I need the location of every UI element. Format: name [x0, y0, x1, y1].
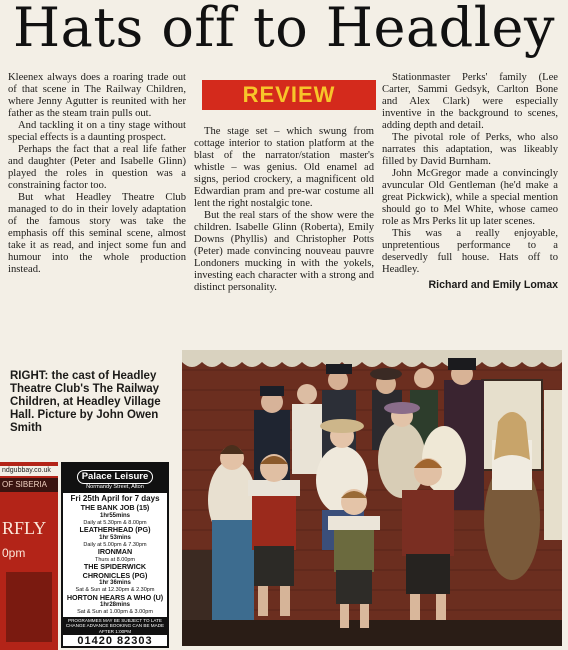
photo-caption: RIGHT: the cast of Headley Theatre Club's The Railway Children, at Headley Village Hall. Picture by John Owen Smith	[10, 370, 161, 434]
film-title: HORTON HEARS A WHO (U)	[66, 592, 164, 602]
cast-photo	[182, 350, 562, 646]
ad-url: ndgubbay.co.uk	[0, 466, 58, 476]
paragraph: Perhaps the fact that a real life father and daughter (Peter and Isabelle Glinn) played the roles in question was a constraining factor too.	[8, 144, 186, 191]
paragraph: Stationmaster Perks' family (Lee Carter, Sammi Gedsyk, Carlton Bone and Alex Clark) were especially inventive in the background to scenes, adding depth and detail.	[382, 72, 558, 131]
film-times: Daily at 5.00pm & 7.30pm	[83, 541, 147, 548]
cinema-address: Normandy Street, Alton	[86, 484, 144, 490]
paragraph: This was a really enjoyable, unpretentious performance to a deservedly full house. Hats off to Headley.	[382, 228, 558, 275]
ad-line-3: 0pm	[2, 546, 26, 560]
cinema-name: Palace Leisure	[77, 470, 154, 484]
film-title: THE BANK JOB (15)	[80, 503, 150, 512]
cinema-dates: Fri 25th April for 7 days	[70, 494, 160, 503]
paragraph: And tackling it on a tiny stage without special effects is a daunting prospect.	[8, 120, 186, 143]
review-banner: REVIEW	[202, 80, 376, 110]
theatre-ad-fragment	[0, 462, 58, 650]
paragraph: But the real stars of the show were the children. Isabelle Glinn (Roberta), Emily Downs (Phyllis) and Christopher Potts (Peter) made convincing nouveau pauvre Londoners mucking in with the yokels, investing each character with a strong and distinct personality.	[194, 210, 374, 293]
film-title: THE SPIDERWICK CHRONICLES (PG)	[82, 562, 148, 580]
ad-line-1: OF SIBERIA	[2, 480, 47, 489]
cinema-header	[63, 464, 167, 493]
ad-line-2: RFLY	[2, 518, 47, 538]
paragraph: Kleenex always does a roaring trade out of that scene in The Railway Children, where Jenny Agutter is reunited with her father as the steam train pulls out.	[8, 72, 186, 119]
film-title: LEATHERHEAD (PG)	[79, 525, 151, 534]
cinema-phone: 01420 82303	[77, 635, 153, 647]
film-times: Thurs at 8.00pm	[94, 556, 136, 563]
headline: Hats off to Headley	[13, 0, 555, 59]
cinema-listing-ad	[61, 462, 169, 648]
film-times: Sat & Sun at 12.30pm & 2.30pm	[75, 587, 155, 593]
paragraph: The pivotal role of Perks, who also narrates this adaptation, was likeably filled by David Burnham.	[382, 132, 558, 167]
paragraph: The stage set – which swung from cottage interior to station platform at the blast of the narrator/station master's whistle – was genius. Old enamel ad signs, period crockery, a magnificent old Edwardian pram and pre-war costume all lent the right nostalgic tone.	[194, 126, 374, 209]
film-duration: 1hr28mins	[99, 602, 130, 608]
film-times: Daily at 5.30pm & 8.00pm	[83, 519, 147, 526]
film-duration: 1hr 53mins	[99, 534, 131, 541]
article-column-2	[194, 126, 374, 294]
byline: Richard and Emily Lomax	[428, 279, 558, 291]
cast-photo-illustration	[182, 350, 562, 646]
ad-image-panel	[6, 572, 52, 642]
film-title: IRONMAN	[97, 547, 133, 556]
article-column-3	[382, 72, 558, 291]
cinema-note: PROGRAMMES MAY BE SUBJECT TO LATE CHANGE ADVANCE BOOKING CAN BE MADE AFTER 1:00PM	[63, 617, 167, 636]
film-times: Sat & Sun at 1.00pm & 3.00pm	[77, 609, 153, 615]
paragraph: But what Headley Theatre Club managed to do in their lovely adaptation of the famous story was take the emphasis off this seminal scene, almost take it as read, and inject some fun and humour into the whole production instead.	[8, 192, 186, 275]
film-duration: 1hr 36mins	[99, 580, 131, 586]
article-column-1	[8, 72, 186, 276]
film-duration: 1hr55mins	[99, 512, 130, 519]
paragraph: John McGregor made a convincingly avuncular Old Gentleman (he'd make a great Pickwick), while a special mention should go to Mel White, whose cameo role as Mrs Perks lit up later scenes.	[382, 168, 558, 227]
